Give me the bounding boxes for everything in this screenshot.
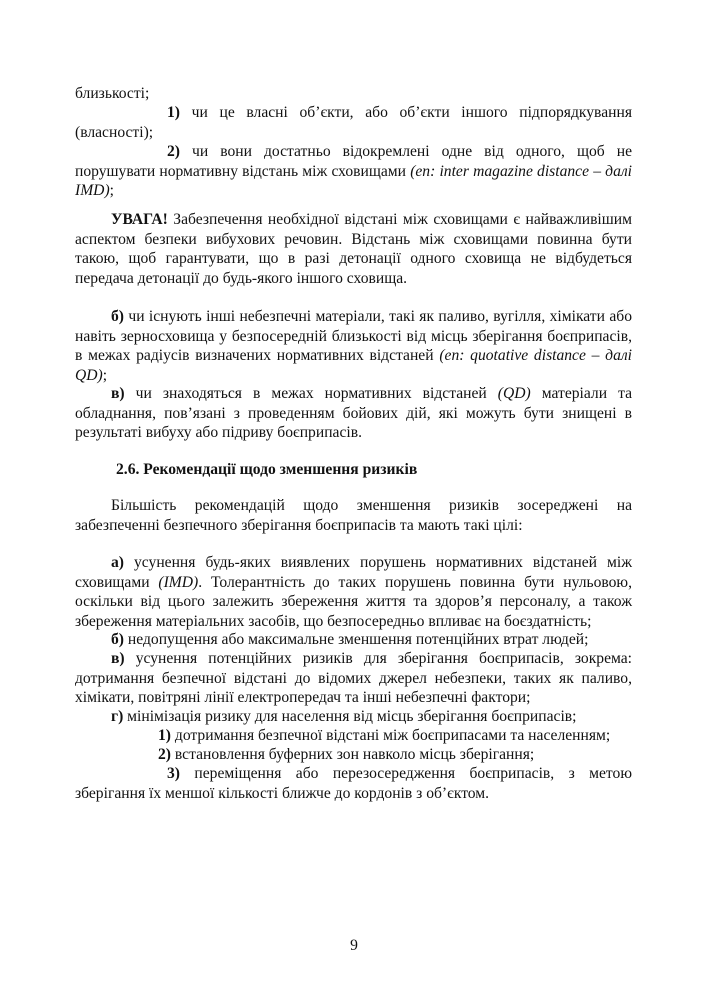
item-label: б) xyxy=(111,631,124,648)
warning-label: УВАГА! xyxy=(111,211,168,228)
recommendation-a xyxy=(75,553,632,631)
warning-text: Забезпечення необхідної відстані між сховищами є найважливішим аспектом безпеки вибухових речовин. Відстань між сховищами повинна бути такою, щоб гарантувати, що в разі детонації одного сховища не відбудеться передача детонації до будь-якого іншого сховища. xyxy=(75,211,632,287)
item-tail: ; xyxy=(109,182,114,199)
item-text: усунення будь-яких виявлених порушень нормативних відстаней між сховищами xyxy=(75,554,632,591)
recommendation-g-1 xyxy=(158,726,610,746)
recommendation-v xyxy=(75,649,632,708)
list-item-v-combat-materials xyxy=(75,384,632,443)
paragraph-continuation xyxy=(75,84,632,104)
item-text: чи вони достатньо відокремлені одне від одного, щоб не порушувати нормативну відстань між сховищами xyxy=(75,143,632,180)
item-number: 2) xyxy=(158,746,171,763)
list-item-b-hazards xyxy=(75,307,632,385)
item-label: б) xyxy=(111,308,124,325)
recommendation-b xyxy=(75,630,632,650)
term-qd-short: (QD) xyxy=(497,385,531,402)
item-number: 2) xyxy=(167,143,180,160)
paragraph-text: Більшість рекомендацій щодо зменшення ризиків зосереджені на забезпеченні безпечного зберігання боєприпасів та мають такі цілі: xyxy=(75,497,632,534)
item-tail: матеріали та обладнання, пов’язані з проведенням бойових дій, які можуть бути знищені в результаті вибуху або підриву боєприпасів. xyxy=(75,385,632,441)
item-text: дотримання безпечної відстані між боєприпасами та населенням; xyxy=(171,727,611,744)
recommendation-g-3 xyxy=(75,764,632,803)
item-number: 1) xyxy=(167,104,180,121)
term-imd: (en: inter magazine distance – далі IMD) xyxy=(75,162,632,199)
section-heading: 2.6. Рекомендації щодо зменшення ризиків xyxy=(116,461,418,478)
term-imd-short: (IMD) xyxy=(158,573,199,591)
warning-paragraph xyxy=(75,210,632,288)
item-number: 1) xyxy=(158,727,171,744)
item-number: 3) xyxy=(167,765,180,782)
recommendation-g-2 xyxy=(158,745,534,765)
item-label: г) xyxy=(111,708,124,725)
intro-paragraph xyxy=(75,496,632,535)
item-text: усунення потенційних ризиків для зберігання боєприпасів, зокрема: дотримання безпечної відстані до відомих джерел небезпеки, таких як паливо, хімікати, повітряні лінії електропередач та інші небезпечні фактори; xyxy=(75,650,632,706)
list-item-1-own-objects xyxy=(75,103,632,142)
term-qd: (en: quotative distance – далі QD) xyxy=(75,347,632,384)
item-text: недопущення або максимальне зменшення потенційних втрат людей; xyxy=(124,631,589,648)
item-text: переміщення або перезосередження боєприпасів, з метою зберігання їх меншої кількості ближче до кордонів з об’єктом. xyxy=(75,765,632,802)
paragraph-text: близькості; xyxy=(75,85,150,102)
item-label: а) xyxy=(111,554,124,571)
page-number: 9 xyxy=(350,937,358,954)
item-text: чи існують інші небезпечні матеріали, такі як паливо, вугілля, хімікати або навіть зерносховища у безпосередній близькості від місць зберігання боєприпасів, в межах радіусів визначених нормативних відстаней xyxy=(75,308,632,364)
recommendation-g xyxy=(75,707,632,727)
list-item-2-separation xyxy=(75,142,632,201)
item-tail: . Толерантність до таких порушень повинна бути нульовою, оскільки від цього залежить збереження життя та здоров’я персоналу, а також збереження матеріальних засобів, що безпосередньо впливає на боєздатність; xyxy=(75,573,632,630)
item-text: мінімізація ризику для населення від місць зберігання боєприпасів; xyxy=(123,708,577,725)
item-text: встановлення буферних зон навколо місць зберігання; xyxy=(171,746,535,763)
item-tail: ; xyxy=(102,366,108,384)
item-text: чи це власні об’єкти, або об’єкти іншого підпорядкування (власності); xyxy=(75,104,632,141)
item-label: в) xyxy=(111,650,125,667)
item-label: в) xyxy=(111,385,125,402)
item-text: чи знаходяться в межах нормативних відстаней xyxy=(124,385,498,402)
